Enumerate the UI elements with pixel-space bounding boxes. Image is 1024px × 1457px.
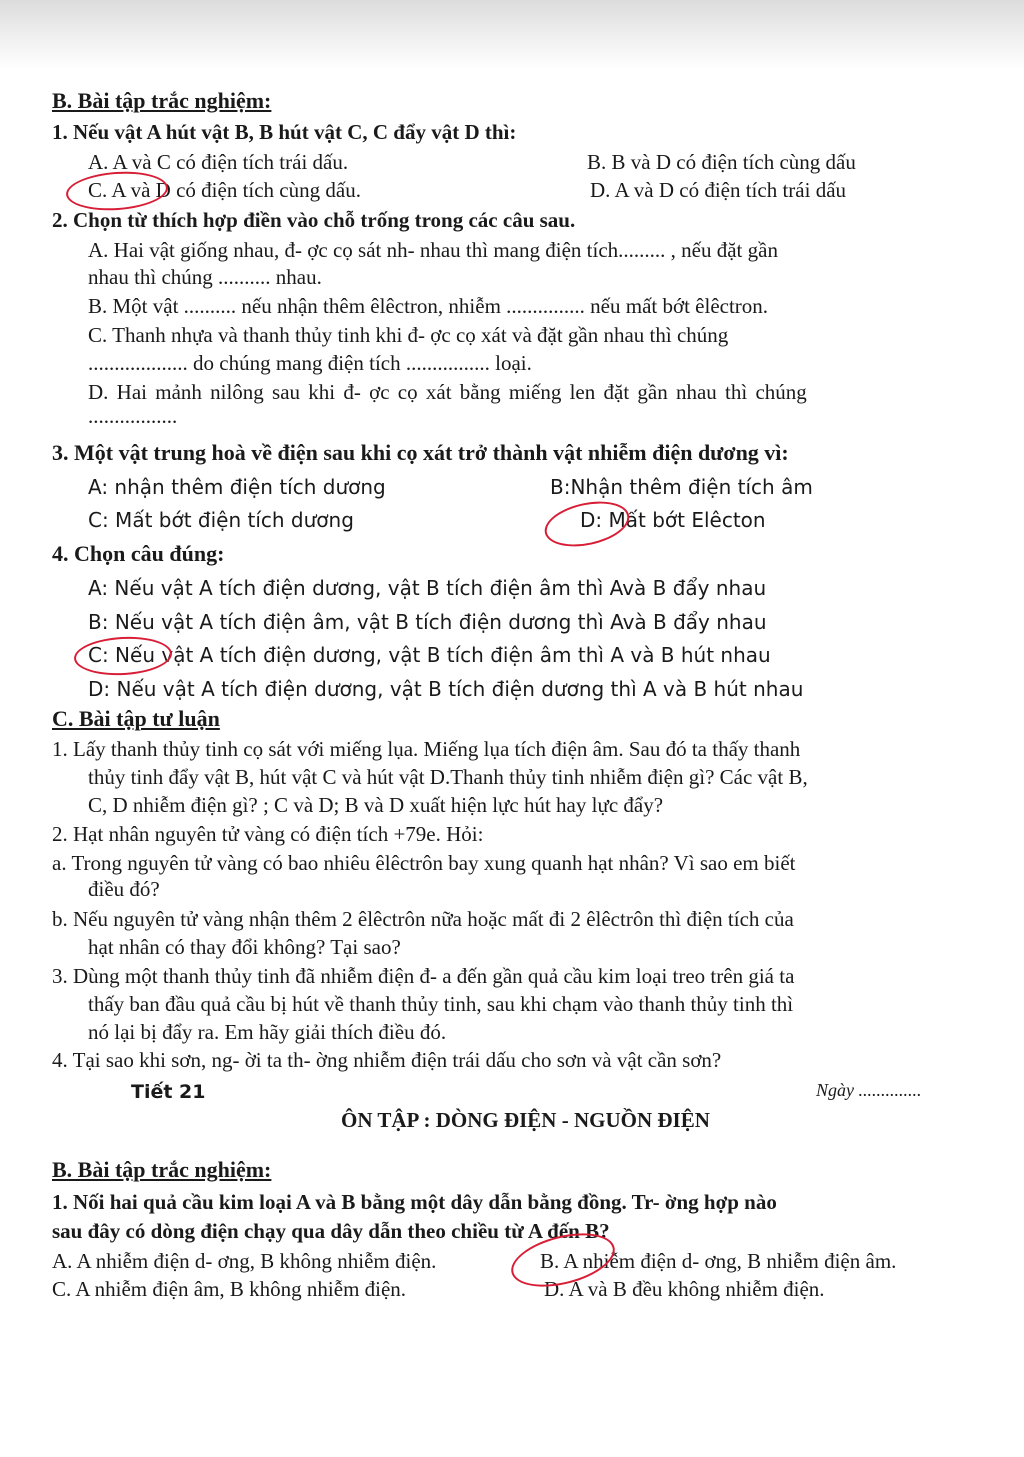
essay-2: 2. Hạt nhân nguyên tử vàng có điện tích +79e. Hỏi:	[52, 822, 484, 846]
q3-option-b: B:Nhận thêm điện tích âm	[550, 475, 813, 499]
essay-4: 4. Tại sao khi sơn, ng- ời ta th- ờng nhiễm điện trái dấu cho sơn và vật cần sơn?	[52, 1048, 722, 1072]
p2-q1-option-c: C. A nhiễm điện âm, B không nhiễm điện.	[52, 1277, 407, 1301]
q2-part-c-line1: C. Thanh nhựa và thanh thủy tinh khi đ- ợc cọ xát và đặt gần nhau thì chúng	[88, 323, 729, 347]
question-1: 1. Nếu vật A hút vật B, B hút vật C, C đẩy vật D thì:	[52, 120, 517, 144]
essay-2a-line1: a. Trong nguyên tử vàng có bao nhiêu êlêctrôn bay xung quanh hạt nhân? Vì sao em biết	[52, 851, 796, 875]
lesson-title: ÔN TẬP : DÒNG ĐIỆN - NGUỒN ĐIỆN	[341, 1108, 710, 1132]
p2-q1-option-b: B. A nhiễm điện d- ơng, B nhiễm điện âm.	[540, 1249, 897, 1273]
lesson-period: Tiết 21	[131, 1081, 206, 1103]
lesson-date: Ngày ..............	[816, 1080, 922, 1100]
question-1-part2-line1: 1. Nối hai quả cầu kim loại A và B bằng một dây dẫn bằng đồng. Tr- ờng hợp nào	[52, 1190, 777, 1214]
q2-part-b: B. Một vật .......... nếu nhận thêm êlêctron, nhiễm ............... nếu mất bớt êlêctron.	[88, 294, 769, 318]
essay-2a-line2: điều đó?	[88, 877, 160, 901]
p2-q1-option-d: D. A và B đều không nhiễm điện.	[544, 1277, 825, 1301]
question-2: 2. Chọn từ thích hợp điền vào chỗ trống trong các câu sau.	[52, 208, 576, 232]
q1-option-d: D. A và D có điện tích trái dấu	[590, 178, 847, 202]
q2-part-d-line1: D. Hai mảnh nilông sau khi đ- ợc cọ xát bằng miếng len đặt gần nhau thì chúng	[88, 380, 807, 404]
q1-option-a: A. A và C có điện tích trái dấu.	[88, 150, 349, 174]
q2-part-d-line2: .................	[88, 404, 178, 428]
q3-option-d: D: Mất bớt Elêcton	[580, 508, 766, 532]
q2-part-c-line2: ................... do chúng mang điện tích ................ loại.	[88, 351, 532, 375]
essay-1-line1: 1. Lấy thanh thủy tinh cọ sát với miếng lụa. Miếng lụa tích điện âm. Sau đó ta thấy thanh	[52, 737, 801, 761]
q3-option-c: C: Mất bớt điện tích dương	[88, 508, 354, 532]
q1-option-c: C. A và D có điện tích cùng dấu.	[88, 178, 361, 202]
q1-option-b: B. B và D có điện tích cùng dấu	[587, 150, 856, 174]
q2-part-a-line1: A. Hai vật giống nhau, đ- ợc cọ sát nh- nhau thì mang điện tích......... , nếu đặt gần	[88, 238, 778, 262]
essay-3-line2: thấy ban đầu quả cầu bị hút về thanh thủy tinh, sau khi chạm vào thanh thủy tinh thì	[88, 992, 794, 1016]
q2-part-a-line2: nhau thì chúng .......... nhau.	[88, 265, 322, 289]
top-shadow	[0, 0, 1024, 70]
q3-option-a: A: nhận thêm điện tích dương	[88, 475, 386, 499]
essay-1-line3: C, D nhiễm điện gì? ; C và D; B và D xuất hiện lực hút hay lực đẩy?	[88, 793, 664, 817]
section-heading-multiple-choice: B. Bài tập trắc nghiệm:	[52, 88, 272, 113]
q4-option-d: D: Nếu vật A tích điện dương, vật B tích điện dương thì A và B hút nhau	[88, 677, 804, 701]
p2-q1-option-a: A. A nhiễm điện d- ơng, B không nhiễm điện.	[52, 1249, 437, 1273]
essay-3-line1: 3. Dùng một thanh thủy tinh đã nhiễm điện đ- a đến gần quả cầu kim loại treo trên giá ta	[52, 964, 795, 988]
essay-2b-line2: hạt nhân có thay đổi không? Tại sao?	[88, 935, 401, 959]
q4-option-b: B: Nếu vật A tích điện âm, vật B tích điện dương thì Avà B đẩy nhau	[88, 610, 767, 634]
q4-option-c: C: Nếu vật A tích điện dương, vật B tích điện âm thì A và B hút nhau	[88, 643, 771, 667]
question-4: 4. Chọn câu đúng:	[52, 541, 225, 566]
question-1-part2-line2: sau đây có dòng điện chạy qua dây dẫn theo chiều từ A đến B?	[52, 1219, 610, 1243]
q4-option-a: A: Nếu vật A tích điện dương, vật B tích điện âm thì Avà B đẩy nhau	[88, 576, 767, 600]
essay-2b-line1: b. Nếu nguyên tử vàng nhận thêm 2 êlêctrôn nữa hoặc mất đi 2 êlêctrôn thì điện tích của	[52, 907, 794, 931]
section-heading-multiple-choice-2: B. Bài tập trắc nghiệm:	[52, 1157, 272, 1182]
essay-1-line2: thủy tinh đẩy vật B, hút vật C và hút vật D.Thanh thủy tinh nhiễm điện gì? Các vật B,	[88, 765, 808, 789]
section-heading-essay: C. Bài tập tư luận	[52, 706, 220, 731]
question-3: 3. Một vật trung hoà về điện sau khi cọ xát trở thành vật nhiễm điện dương vì:	[52, 440, 789, 465]
essay-3-line3: nó lại bị đẩy ra. Em hãy giải thích điều đó.	[88, 1020, 447, 1044]
